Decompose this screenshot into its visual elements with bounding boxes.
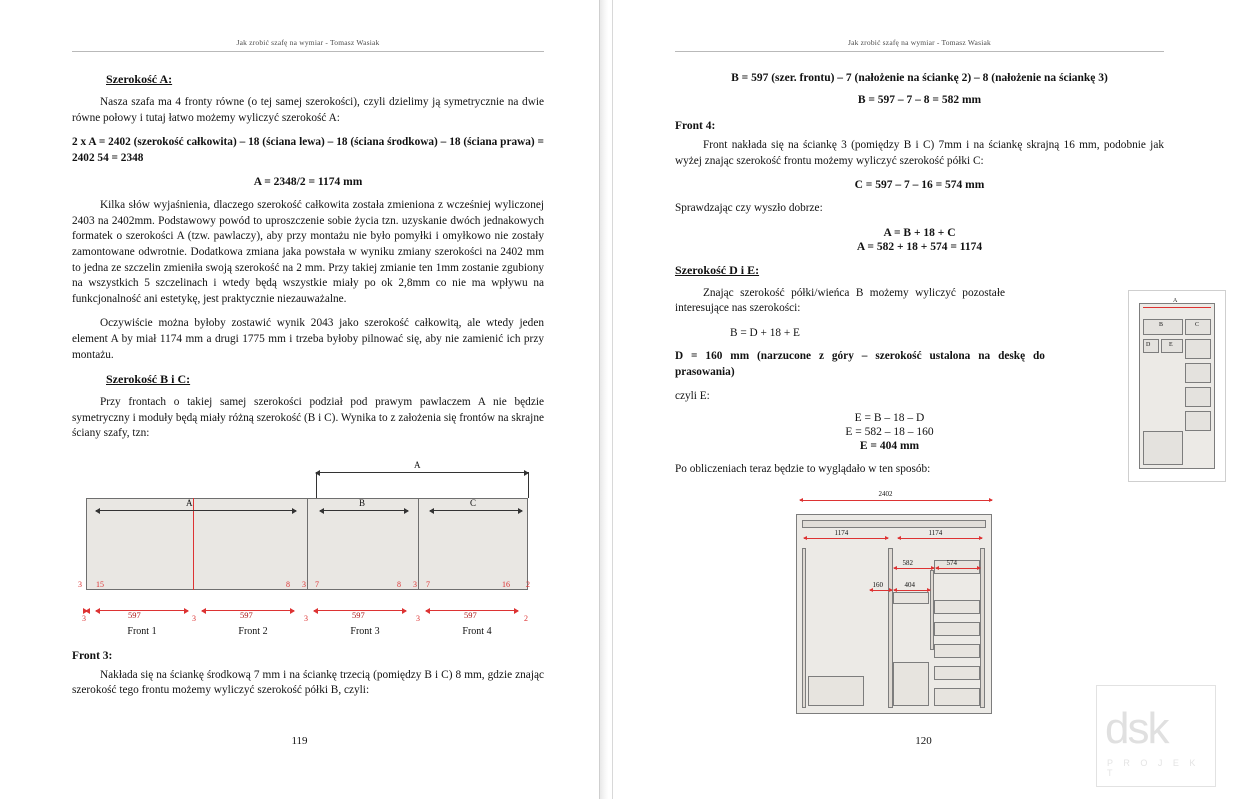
formula-c-result — [675, 179, 1164, 191]
big-label-1174-left: 1174 — [834, 528, 849, 537]
big-label-total: 2402 — [878, 489, 893, 498]
big-shelf-d — [893, 592, 929, 604]
big-dim-1174-left — [804, 538, 888, 539]
tick-top-a-left — [316, 472, 317, 498]
label-section-b: B — [359, 497, 366, 508]
big-label-160: 160 — [872, 580, 883, 589]
formula-d-value — [675, 349, 1045, 380]
label-front-3: Front 3 — [350, 625, 380, 637]
formula-2a — [72, 135, 544, 166]
label-gap-right-2: 2 — [526, 579, 530, 589]
label-bottom-597-2: 597 — [240, 609, 253, 620]
heading-szerokosc-d-e: Szerokość D i E: — [674, 262, 760, 277]
formula-a-result-text: A = 2348/2 = 1174 mm — [253, 176, 363, 189]
big-label-582: 582 — [902, 558, 913, 567]
figure-big-wardrobe — [794, 489, 1044, 742]
big-dim-total — [800, 500, 992, 501]
formula-2a-text: 2 x A = 2402 (szerokość całkowita) – 18 (ściana lewa) – 18 (ściana środkowa) – 18 (ściana prawa) = 2402 54 = 2348 — [72, 136, 544, 164]
label-bottom-3-b: 3 — [192, 613, 196, 623]
running-head-right: Jak zrobić szafę na wymiar - Tomasz Wasiak — [675, 38, 1164, 52]
label-front-1: Front 1 — [127, 625, 157, 637]
page-right — [613, 0, 1234, 799]
label-top-a: A — [414, 459, 421, 470]
dim-top-a — [316, 472, 528, 473]
formula-check-1-text: A = B + 18 + C — [883, 226, 956, 239]
label-gap-mid1-8: 8 — [286, 579, 290, 589]
formula-e-1: E = B – 18 – D — [854, 412, 925, 425]
small-shelf-r3 — [1185, 387, 1211, 407]
formula-b-result — [675, 94, 1164, 106]
formula-b-def — [675, 72, 1164, 84]
formula-e-3-text: E = 404 mm — [859, 440, 920, 453]
big-shelf-r2 — [934, 622, 980, 636]
big-side-right — [980, 548, 985, 708]
watermark-sub-text: P R O J E K T — [1107, 758, 1200, 778]
label-bottom-597-3: 597 — [352, 609, 365, 620]
heading-szerokosc-b-c: Szerokość B i C: — [106, 372, 191, 387]
big-side-left — [802, 548, 806, 708]
paragraph-result-intro: Po obliczeniach teraz będzie to wyglądało w ten sposób: — [674, 463, 931, 476]
big-box-lower-mid — [893, 662, 929, 706]
dim-section-a — [96, 510, 296, 511]
dim-bottom-gap-1 — [86, 610, 87, 611]
small-label-c: C — [1195, 322, 1200, 328]
label-bottom-3-c: 3 — [304, 613, 308, 623]
label-gap-right-16: 16 — [502, 579, 510, 589]
label-bottom-3-d: 3 — [416, 613, 420, 623]
big-box-lower-left — [808, 676, 864, 706]
label-gap-mid2-7: 7 — [426, 579, 430, 589]
figure-small-wardrobe — [1128, 290, 1226, 482]
big-shelf-r4 — [934, 666, 980, 680]
label-bottom-3-a: 3 — [82, 613, 86, 623]
big-dim-160 — [870, 590, 892, 591]
label-gap-mid2-8: 8 — [397, 579, 401, 589]
formula-d-value-bold: D = 160 mm (narzucone z góry – szerokość ustalona na deskę do prasowania) — [674, 350, 1045, 379]
paragraph-front3: Nakłada się na ściankę środkową 7 mm i na ściankę trzecią (pomiędzy B i C) 8 mm, gdzie znając szerokość tego frontu możemy wyliczyć szerokość półki B, czyli: — [72, 668, 544, 697]
big-dim-404 — [894, 590, 930, 591]
formula-check-2 — [675, 241, 1164, 253]
label-front-4: Front 4 — [462, 625, 492, 637]
formula-c-result-text: C = 597 – 7 – 16 = 574 mm — [854, 179, 985, 192]
formula-e-2: E = 582 – 18 – 160 — [845, 426, 934, 439]
big-shelf-r5 — [934, 688, 980, 706]
big-shelf-r3 — [934, 644, 980, 658]
paragraph-alternative: Oczywiście można byłoby zostawić wynik 2043 jako szerokość całkowitą, ale wtedy jeden element A by miał 1174 mm a drugi 1775 mm i trzeba byłoby pilnować się, aby nie zamienić ich przy montażu. — [72, 317, 544, 361]
label-front-2: Front 2 — [238, 625, 268, 637]
big-label-574: 574 — [946, 558, 957, 567]
paragraph-czyli-e: czyli E: — [674, 389, 710, 402]
formula-a-result — [72, 176, 544, 188]
small-label-e: E — [1169, 342, 1173, 348]
watermark-main-text: dsk — [1105, 704, 1168, 753]
small-dim-a — [1143, 307, 1211, 308]
big-label-1174-right: 1174 — [928, 528, 943, 537]
page-number-right: 120 — [915, 735, 932, 747]
figure-fronts-diagram — [74, 458, 544, 636]
small-label-b: B — [1159, 322, 1164, 328]
small-shelf-r2 — [1185, 363, 1211, 383]
big-shelf-r1 — [934, 600, 980, 614]
big-dim-1174-right — [898, 538, 982, 539]
dim-bottom-597-1 — [96, 610, 188, 611]
divider-bc — [418, 498, 419, 590]
label-section-a: A — [186, 497, 193, 508]
label-gap-mid2-3: 3 — [413, 579, 417, 589]
watermark-logo — [1096, 685, 1216, 787]
paragraph-explanation: Kilka słów wyjaśnienia, dlaczego szerokość całkowita została zmieniona z wcześniej wyliczonej 2403 na 2402mm. Podstawowy powód to uproszczenie sobie życia tzn. uzyskanie dwóch jednakowych formatek o szerokości A (tzw. pawlaczy), aby przy montażu nie było pomyłki i omyłkowo nie zostały zamontowane odwrotnie. Dodatkowa zmiana jaka powstała w wyniku zmiany szerokości na 2402 mm to jedna ze szczelin zmieniła swoją szerokość na 2 mm. Przy takiej zmianie ten 1mm zostanie zgubiony na wszystkich 5 szczelinach i wtedy będą wszystkie miały po ok 2,8mm co nie ma wpływu na funkcjonalność ani estetykę, jest praktycznie niezauważalne. — [72, 199, 544, 305]
tick-top-a-right — [528, 472, 529, 498]
page-number-left: 119 — [291, 735, 308, 747]
small-shelf-bottom — [1143, 431, 1183, 465]
paragraph-front4: Front nakłada się na ściankę 3 (pomiędzy B i C) 7mm i na ściankę skrajną 16 mm, podobnie jak wyżej znając szerokość frontu możemy wyliczyć szerokość półki C: — [674, 139, 1164, 167]
big-dim-582 — [894, 568, 934, 569]
label-section-c: C — [470, 497, 477, 508]
formula-b-result-text: B = 597 – 7 – 8 = 582 mm — [857, 94, 982, 106]
formula-e-3 — [615, 440, 1164, 452]
small-shelf-r4 — [1185, 411, 1211, 431]
small-label-a: A — [1173, 298, 1178, 304]
dim-section-b — [320, 510, 408, 511]
big-label-404: 404 — [904, 580, 915, 589]
small-shelf-r1 — [1185, 339, 1211, 359]
formula-check-2-text: A = 582 + 18 + 574 = 1174 — [856, 240, 983, 253]
big-dim-574 — [936, 568, 980, 569]
formula-b-def-text: B = 597 (szer. frontu) – 7 (nałożenie na ściankę 2) – 8 (nałożenie na ściankę 3) — [731, 72, 1108, 84]
paragraph-check: Sprawdzając czy wyszło dobrze: — [674, 202, 823, 215]
paragraph-bc-intro: Przy frontach o takiej samej szerokości podział pod prawym pawlaczem A nie będzie symetryczny i moduły będą miały różną szerokość (B i C). Wynika to z założenia się frontów na skrajne ściany szafy, tzn: — [72, 396, 544, 440]
big-top-panel — [802, 520, 986, 528]
label-gap-left-3: 3 — [78, 579, 82, 589]
paragraph-de-intro: Znając szerokość półki/wieńca B możemy wyliczyć pozostałe interesujące nas szerokości: — [674, 286, 1005, 315]
label-gap-left-15: 15 — [96, 579, 104, 589]
redline-front1-2 — [193, 498, 194, 590]
divider-center — [307, 498, 308, 590]
label-gap-mid1-7: 7 — [315, 579, 319, 589]
small-label-d: D — [1146, 342, 1151, 348]
running-head-left: Jak zrobić szafę na wymiar - Tomasz Wasiak — [72, 38, 544, 52]
dim-section-c — [430, 510, 522, 511]
big-shelf-r0 — [934, 560, 980, 574]
label-bottom-597-4: 597 — [464, 609, 477, 620]
book-gutter — [600, 0, 613, 799]
heading-szerokosc-a: Szerokość A: — [106, 72, 173, 86]
label-bottom-597-1: 597 — [128, 609, 141, 620]
label-bottom-2: 2 — [524, 613, 528, 623]
heading-front-3: Front 3: — [72, 649, 113, 662]
label-gap-mid1-3: 3 — [302, 579, 306, 589]
heading-front-4: Front 4: — [674, 120, 716, 132]
paragraph-a-intro: Nasza szafa ma 4 fronty równe (o tej samej szerokości), czyli dzielimy ją symetrycznie na dwie równe połowy i tutaj łatwo możemy wyliczyć szerokość A: — [72, 96, 544, 124]
formula-b-d-e: B = D + 18 + E — [729, 326, 800, 339]
page-left — [0, 0, 600, 799]
formula-check-1 — [675, 227, 1164, 239]
